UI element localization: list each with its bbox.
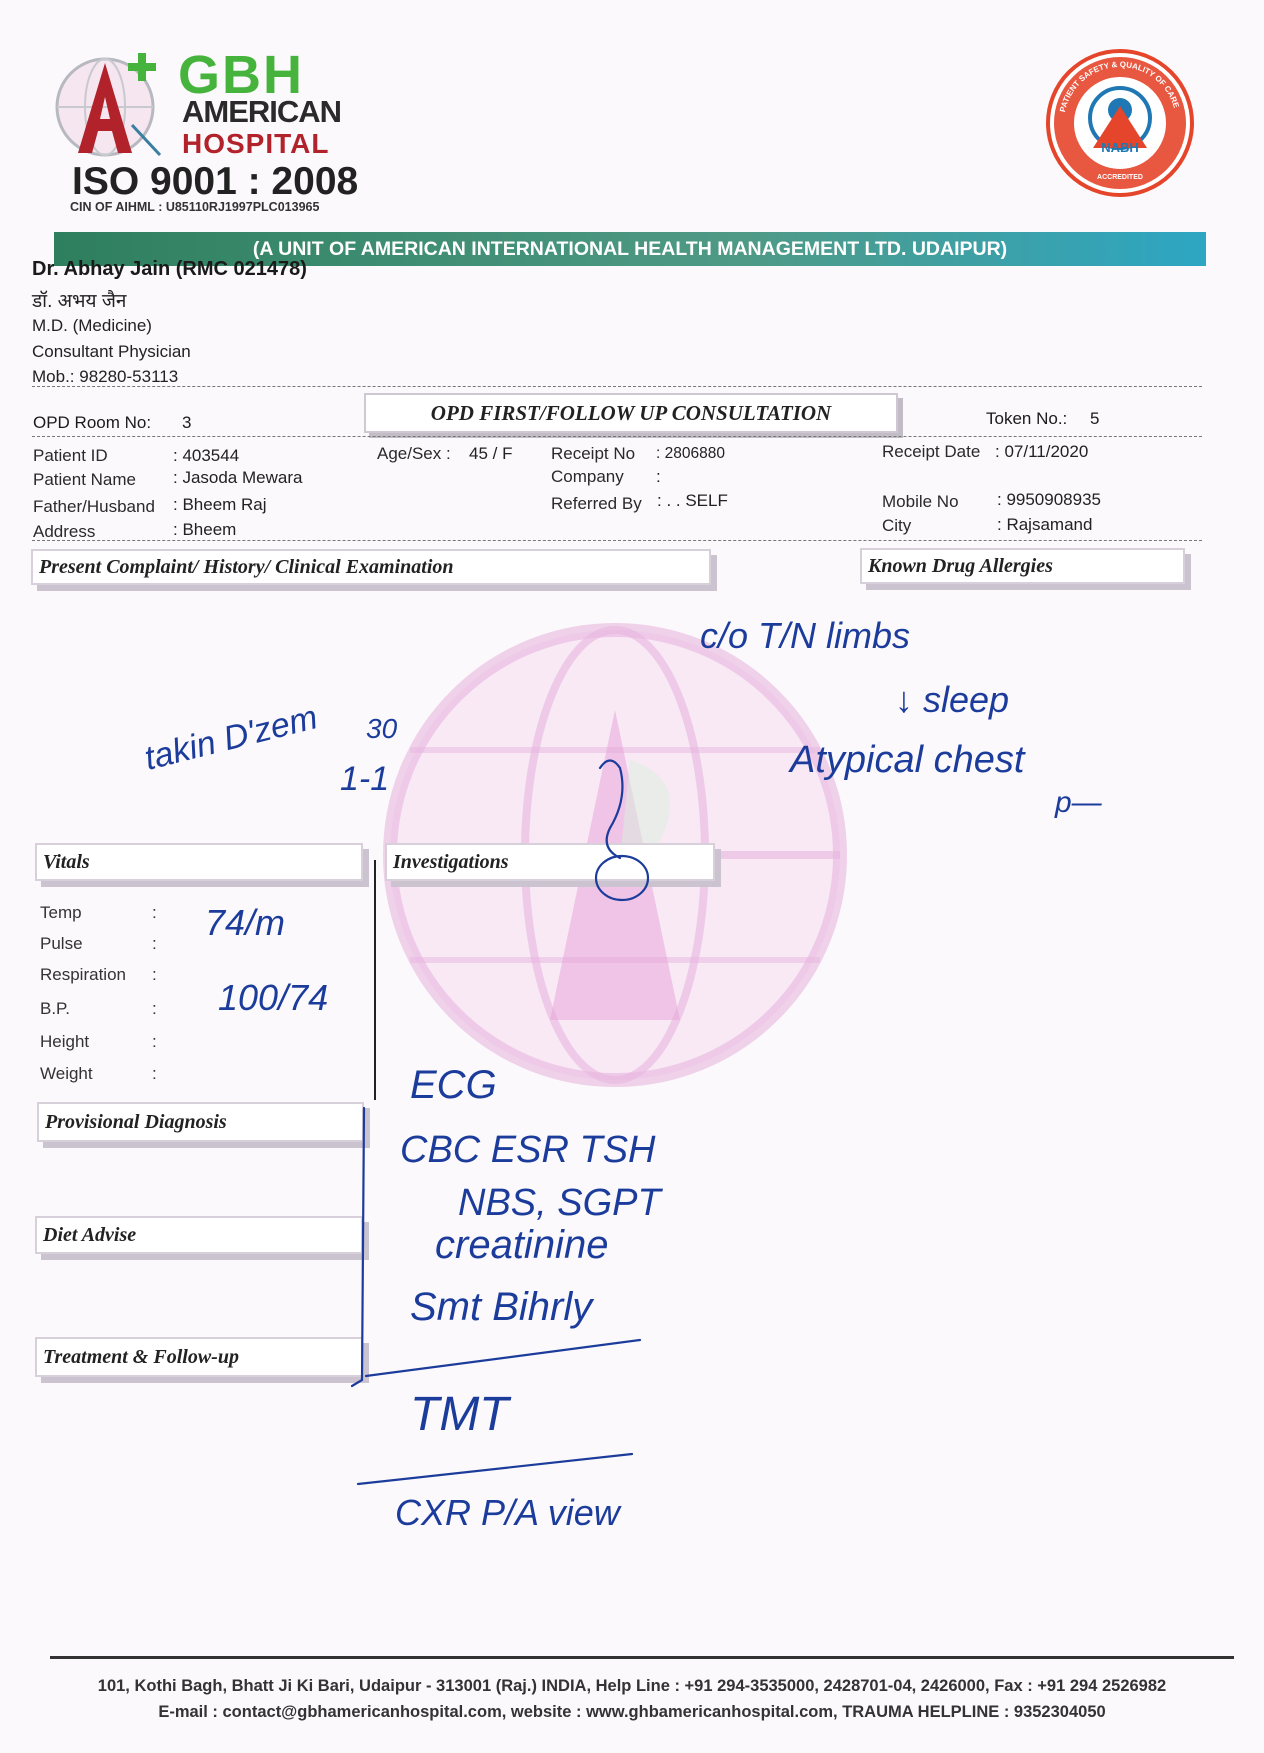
vital-respiration-label: Respiration <box>40 965 126 984</box>
mobile-value: : 9950908935 <box>997 490 1101 509</box>
father-husband-value: : Bheem Raj <box>173 495 267 514</box>
token-label: Token No.: <box>986 409 1068 428</box>
iso-certification: ISO 9001 : 2008 <box>72 160 359 203</box>
brand-american: AMERICAN <box>182 94 342 129</box>
brand-gbh: GBH <box>178 45 304 105</box>
age-sex-value: 45 / F <box>469 444 513 463</box>
doctor-degree: M.D. (Medicine) <box>32 316 152 335</box>
father-husband-label: Father/Husband <box>33 497 155 516</box>
city-label: City <box>882 516 912 535</box>
section-treatment: Treatment & Follow-up <box>35 1337 363 1377</box>
colon: : <box>152 1032 157 1051</box>
receipt-date-value: : 07/11/2020 <box>995 442 1089 461</box>
doctor-title: Consultant Physician <box>32 342 191 361</box>
footer-rule <box>50 1656 1234 1659</box>
company-label: Company <box>551 467 624 486</box>
hw-vitals-bp: 100/74 <box>218 977 329 1018</box>
patient-name-label: Patient Name <box>33 470 136 489</box>
vital-temp-label: Temp <box>40 903 82 922</box>
vital-bp-label: B.P. <box>40 999 70 1018</box>
cin-number: CIN OF AIHML : U85110RJ1997PLC013965 <box>70 200 320 214</box>
mobile-label: Mobile No <box>882 492 959 511</box>
doctor-mobile: Mob.: 98280-53113 <box>32 367 179 386</box>
hw-complaint-left-1: takin D'zem <box>140 698 322 778</box>
hw-complaint-right-2: ↓ sleep <box>895 679 1010 720</box>
token-value: 5 <box>1090 409 1100 428</box>
referred-by-label: Referred By <box>551 494 642 513</box>
section-allergies: Known Drug Allergies <box>860 548 1185 584</box>
hw-vitals-pulse: 74/m <box>205 902 286 943</box>
hw-investigation-2: CBC ESR TSH <box>400 1129 656 1171</box>
footer-address: 101, Kothi Bagh, Bhatt Ji Ki Bari, Udaipur - 313001 (Raj.) INDIA, Help Line : +91 294-3535000, 2428701-04, 2426000, Fax : +91 294 2526982 <box>97 1677 1167 1695</box>
patient-id-label: Patient ID <box>33 446 108 465</box>
doctor-name: Dr. Abhay Jain (RMC 021478) <box>32 258 307 280</box>
section-vitals: Vitals <box>35 843 363 881</box>
receipt-no-value: : 2806880 <box>656 445 725 462</box>
colon: : <box>152 965 157 984</box>
colon: : <box>152 903 157 922</box>
hw-complaint-right-3: Atypical chest <box>790 739 1025 781</box>
address-label: Address <box>33 522 96 541</box>
section-diagnosis: Provisional Diagnosis <box>37 1102 364 1142</box>
section-diet: Diet Advise <box>35 1216 363 1254</box>
nabh-label: NABH <box>1101 140 1139 155</box>
hw-investigation-5: Smt Bihrly <box>410 1285 593 1329</box>
hw-investigation-3: NBS, SGPT <box>458 1182 661 1224</box>
company-value: : <box>656 467 661 486</box>
opd-room-value: 3 <box>182 413 192 432</box>
age-sex-label: Age/Sex : <box>377 444 451 463</box>
address-value: : Bheem <box>173 520 237 539</box>
hw-investigation-ecg: ECG <box>410 1063 497 1107</box>
doctor-name-hindi: डॉ. अभय जैन <box>32 291 127 312</box>
hw-investigation-tmt: TMT <box>410 1388 509 1441</box>
hw-complaint-right-1: c/o T/N limbs <box>700 615 911 656</box>
consultation-title: OPD FIRST/FOLLOW UP CONSULTATION <box>364 393 898 433</box>
patient-name-value: : Jasoda Mewara <box>173 468 303 487</box>
opd-room-label: OPD Room No: <box>33 413 152 432</box>
receipt-no-label: Receipt No <box>551 444 636 463</box>
hw-complaint-right-4: p— <box>1055 786 1102 819</box>
hw-investigation-4: creatinine <box>435 1223 609 1267</box>
hw-investigation-cxr: CXR P/A view <box>395 1492 620 1533</box>
vital-pulse-label: Pulse <box>40 934 83 953</box>
section-investigations: Investigations <box>385 843 715 881</box>
unit-banner: (A UNIT OF AMERICAN INTERNATIONAL HEALTH MANAGEMENT LTD. UDAIPUR) <box>54 232 1206 266</box>
patient-id-value: : 403544 <box>173 446 240 465</box>
city-value: : Rajsamand <box>997 515 1093 534</box>
referred-by-value: : . . SELF <box>657 491 728 510</box>
colon: : <box>152 934 157 953</box>
colon: : <box>152 1064 157 1083</box>
hw-complaint-left-2: 30 <box>366 713 398 744</box>
vital-height-label: Height <box>40 1032 90 1051</box>
vital-weight-label: Weight <box>40 1064 93 1083</box>
receipt-date-label: Receipt Date <box>882 442 981 461</box>
footer-contact: E-mail : contact@gbhamericanhospital.com, website : www.ghbamericanhospital.com, TRAUMA HELPLINE : 9352304050 <box>158 1703 1106 1721</box>
brand-hospital: HOSPITAL <box>182 128 330 159</box>
nabh-ring-text: PATIENT SAFETY & QUALITY OF CARE <box>1058 59 1181 114</box>
colon: : <box>152 999 157 1018</box>
nabh-accredited: ACCREDITED <box>1097 174 1143 181</box>
section-complaint: Present Complaint/ History/ Clinical Examination <box>31 549 711 585</box>
hw-complaint-left-3: 1-1 <box>340 760 390 798</box>
